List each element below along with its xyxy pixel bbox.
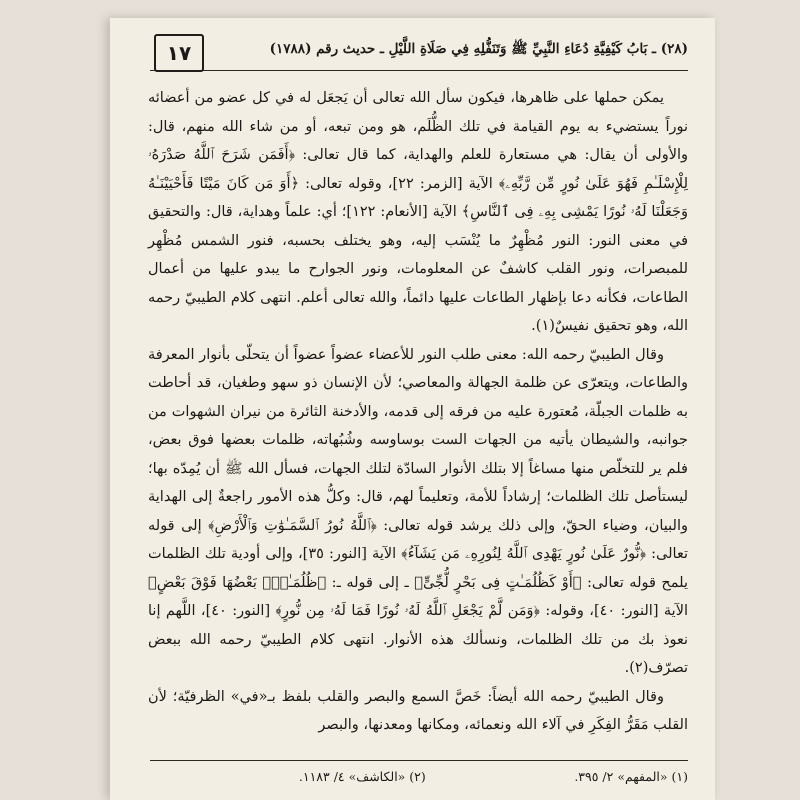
footnote-1: (١) «المفهم» ٢/ ٣٩٥. — [574, 769, 688, 784]
page-number-box: ١٧ — [154, 34, 204, 72]
footnotes — [150, 760, 688, 789]
paragraph-1: يمكن حملها على ظاهرها، فيكون سأل الله تعالى أن يَجعَل له في كل عضو من أعضائه نوراً يستضيء به يوم القيامة في تلك الظُّلَم، هو ومن تبعه، أو من شاء الله منهم، قال: والأولى أن يقال: هي مستعارة للعلم والهداية، كما قال تعالى: ﴿أَفَمَن شَرَحَ ٱللَّهُ صَدْرَهُۥ لِلْإِسْلَـٰمِ فَهُوَ عَلَىٰ نُورٍ مِّن رَّبِّهِۦ﴾ الآية [الزمر: ٢٢]، وقوله تعالى: ﴿أَوَ مَن كَانَ مَيْتًا فَأَحْيَيْنَـٰهُ وَجَعَلْنَا لَهُۥ نُورًا يَمْشِى بِهِۦ فِى ٱلنَّاسِ﴾ الآية [الأنعام: ١٢٢]؛ أي: علماً وهداية، قال: والتحقيق في معنى النور: النور مُظْهِرٌ ما يُنْسَب إليه، وهو يختلف بحسبه، فنور الشمس مُظْهِر للمبصرات، ونور القلب كاشفٌ عن المعلومات، ونور الجوارح ما يبدو عليها من أعمال الطاعات، فكأنه دعا بإظهار الطاعات عليها دائماً، والله تعالى أعلم. انتهى كلام الطيبيّ رحمه الله، وهو تحقيق نفيسٌ(١). — [148, 90, 688, 334]
paragraph-3: وقال الطيبيّ رحمه الله أيضاً: خَصَّ السمع والبصر والقلب بلفظ بـ«في» الظرفيّة؛ لأن القلب مَقَرُّ الفِكَرِ في آلاء الله ونعمائه، ومكانها ومعدنها، والبصر — [148, 688, 688, 733]
paragraph-2: وقال الطيبيّ رحمه الله: معنى طلب النور للأعضاء عضواً عضواً أن يتحلّى بأنوار المعرفة والطاعات، ويتعرّى عن ظلمة الجهالة والمعاصي؛ لأن الإنسان ذو سهو وطغيان، قد أحاطت به ظلمات الجبلّة، مُعتورة عليه من فرقه إلى قدمه، والأدخنة الثائرة من نيران الشهوات من جوانبه، والشيطان يأتيه من الجهات الست بوساوسه وشُبُهاته، ظلمات بعضها فوق بعض، فلم ير للتخلّص منها مساغاً إلا بتلك الأنوار السادّة لتلك الجهات، فسأل الله ﷺ أن يُمِدّه بها؛ ليستأصل تلك الظلمات؛ إرشاداً للأمة، وتعليماً لهم، قال: وكلُّ هذه الأمور راجعةٌ إلى الهداية والبيان، وضياء الحقّ، وإلى ذلك يرشد قوله تعالى: ﴿ٱللَّهُ نُورُ ٱلسَّمَـٰوَٰتِ وَٱلْأَرْضِ﴾ إلى قوله تعالى: ﴿نُّورٌ عَلَىٰ نُورٍ يَهْدِى ٱللَّهُ لِنُورِهِۦ مَن يَشَآءُ﴾ الآية [النور: ٣٥]، وإلى أودية تلك الظلمات يلمح قوله تعالى: ﴿أَوْ كَظُلُمَـٰتٍ فِى بَحْرٍ لُّجِّىٍّ﴾ ـ إلى قوله ـ: ﴿ظُلُمَـٰتٌۢ بَعْضُهَا فَوْقَ بَعْضٍ﴾ الآية [النور: ٤٠]، وقوله: ﴿وَمَن لَّمْ يَجْعَلِ ٱللَّهُ لَهُۥ نُورًا فَمَا لَهُۥ مِن نُّورٍ﴾ [النور: ٤٠]، اللَّهم إنا نعوذ بك من تلك الظلمات، ونسألك هذه الأنوار. انتهى كلام الطيبيّ رحمه الله ببعض تصرّف(٢). — [148, 346, 689, 676]
book-page — [110, 18, 715, 800]
footnote-2: (٢) «الكاشف» ٤/ ١١٨٣. — [298, 769, 426, 784]
body-text — [148, 84, 688, 740]
page-header — [150, 40, 688, 71]
chapter-title: (٢٨) ـ بَابُ كَيْفِيَّةِ دُعَاءِ النَّبِيِّ ﷺ وَتَنَفُّلِهِ فِي صَلَاةِ اللَّيْلِ ـ حديث رقم (١٧٨٨) — [269, 41, 688, 57]
